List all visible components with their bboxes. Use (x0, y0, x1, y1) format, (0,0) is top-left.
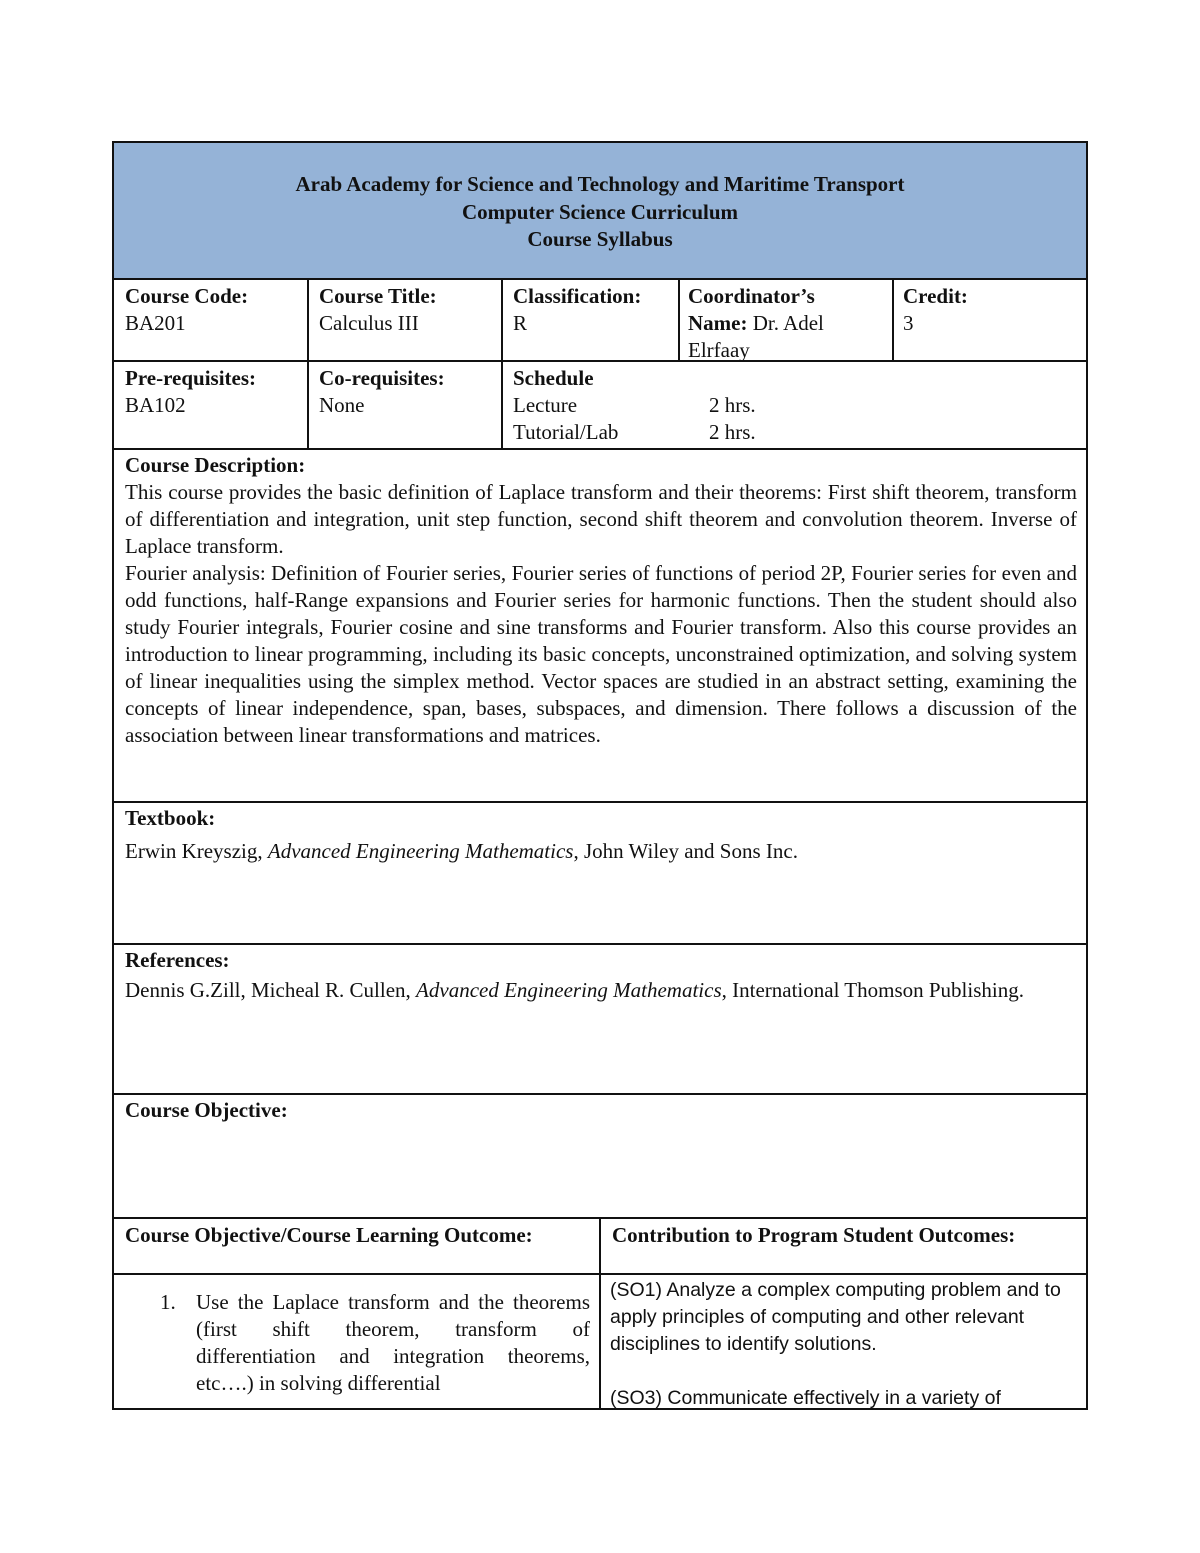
textbook-section (125, 805, 1077, 865)
schedule-lecture-hours: 2 hrs. (709, 393, 756, 417)
schedule-tutorial-name: Tutorial/Lab (513, 420, 619, 444)
course-code-value: BA201 (125, 311, 186, 335)
outcome-text: Use the Laplace transform and the theorems (first shift theorem, transform of differentiation and integration theorems, etc….) in solving differential (196, 1290, 590, 1395)
schedule-tutorial-hours: 2 hrs. (709, 420, 756, 444)
coordinator-label: Coordinator’s (688, 284, 815, 308)
rule (114, 1093, 1086, 1095)
course-code-label: Course Code: (125, 284, 249, 308)
references-section (125, 947, 1077, 1007)
references-label: References: (125, 948, 230, 972)
header-title (114, 171, 1086, 254)
classification-cell (513, 283, 673, 337)
coordinator-name-value: Dr. Adel (747, 311, 824, 335)
credit-label: Credit: (903, 284, 968, 308)
course-title-cell (319, 283, 495, 337)
rule (892, 279, 894, 361)
rule (501, 279, 503, 449)
rule (114, 448, 1086, 450)
syllabus-table (112, 141, 1088, 1410)
coordinator-name-label: Name: (688, 311, 748, 335)
rule (307, 279, 309, 449)
coordinator-name-value-2: Elrfaay (688, 338, 750, 362)
objective-label: Course Objective: (125, 1098, 288, 1122)
credit-value: 3 (903, 311, 914, 335)
outcome-column-header: Course Objective/Course Learning Outcome: (125, 1223, 533, 1247)
schedule-label: Schedule (513, 366, 594, 390)
outcome-number: 1. (160, 1290, 176, 1314)
course-title-label: Course Title: (319, 284, 437, 308)
description-para-1: This course provides the basic definition of Laplace transform and their theorems: First shift theorem, transform of differentiation and integration, unit step function, second shift theorem and convolution theorem. Inverse of Laplace transform. (125, 480, 1077, 558)
credit-cell (903, 283, 1079, 337)
coreq-cell (319, 365, 495, 419)
textbook-label: Textbook: (125, 806, 216, 830)
textbook-citation (125, 838, 1077, 865)
document-type: Course Syllabus (527, 227, 673, 251)
program-outcomes (610, 1277, 1065, 1410)
course-description (125, 452, 1077, 749)
rule (114, 360, 1086, 362)
so3-text: (SO3) Communicate effectively in a variety of (610, 1387, 1001, 1409)
rule (599, 1217, 601, 1410)
prereq-label: Pre-requisites: (125, 366, 257, 390)
references-author: Dennis G.Zill, Micheal R. Cullen, (125, 978, 417, 1002)
textbook-title: Advanced Engineering Mathematics (267, 839, 574, 863)
coreq-value: None (319, 393, 365, 417)
rule (678, 279, 680, 361)
classification-label: Classification: (513, 284, 642, 308)
rule (114, 943, 1086, 945)
schedule-cell (513, 365, 913, 446)
description-label: Course Description: (125, 453, 306, 477)
coreq-label: Co-requisites: (319, 366, 445, 390)
curriculum-name: Computer Science Curriculum (461, 199, 739, 224)
schedule-lecture (513, 392, 913, 419)
schedule-lecture-name: Lecture (513, 393, 578, 417)
prereq-value: BA102 (125, 393, 186, 417)
course-code-cell (125, 283, 301, 337)
description-para-2: Fourier analysis: Definition of Fourier series, Fourier series of functions of period 2P, Fourier series for even and odd functions, half-Range expansions and Fourier series for harmonic functions. Then the student should also study Fourier integrals, Fourier cosine and sine transforms and Fourier transform. Also this course provides an introduction to linear programming, including its basic concepts, unconstrained optimization, and solving system of linear inequalities using the simplex method. Vector spaces are studied in an abstract setting, examining the concepts of linear independence, span, bases, subspaces, and dimension. There follows a discussion of the association between linear transformations and matrices. (125, 561, 1077, 747)
references-title: Advanced Engineering Mathematics (416, 978, 722, 1002)
so1-text: (SO1) Analyze a complex computing problem and to apply principles of computing and other relevant disciplines to identify solutions. (610, 1279, 1061, 1355)
classification-value: R (513, 311, 528, 335)
prereq-cell (125, 365, 301, 419)
course-title-value: Calculus III (319, 311, 419, 335)
textbook-publisher: , John Wiley and Sons Inc. (573, 839, 798, 863)
schedule-tutorial (513, 419, 913, 446)
coordinator-cell (688, 283, 888, 364)
textbook-author: Erwin Kreyszig, (125, 839, 268, 863)
rule (114, 278, 1086, 280)
institution-name: Arab Academy for Science and Technology and Maritime Transport (295, 172, 905, 196)
objective-section (125, 1097, 1077, 1124)
rule (114, 801, 1086, 803)
program-outcome-column-header: Contribution to Program Student Outcomes: (612, 1223, 1016, 1247)
references-publisher: , International Thomson Publishing. (721, 978, 1024, 1002)
header-banner (114, 143, 1086, 279)
references-citation (125, 974, 1077, 1007)
